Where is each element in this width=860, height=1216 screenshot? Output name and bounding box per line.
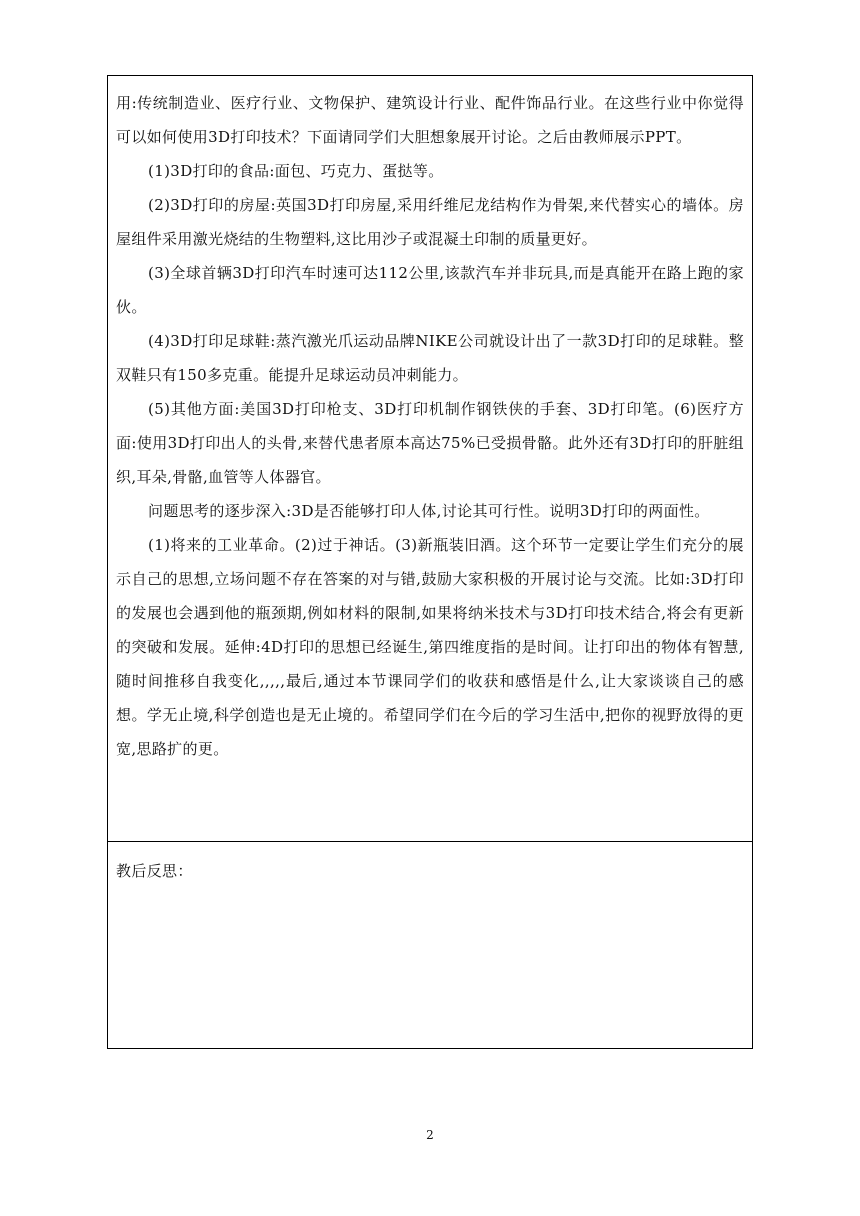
- lesson-content-cell: [108, 76, 752, 842]
- paragraph-food: (1)3D打印的食品:面包、巧克力、蛋挞等。: [148, 162, 444, 180]
- paragraph-question: 问题思考的逐步深入:3D是否能够打印人体,讨论其可行性。说明3D打印的两面性。: [148, 502, 710, 520]
- paragraph-house: (2)3D打印的房屋:英国3D打印房屋,采用纤维尼龙结构作为骨架,来代替实心的墙体。房屋组件采用激光烧结的生物塑料,这比用沙子或混凝土印制的质量更好。: [116, 196, 744, 248]
- paragraph-car: (3)全球首辆3D打印汽车时速可达112公里,该款汽车并非玩具,而是真能开在路上跑的家伙。: [116, 264, 744, 316]
- paragraph-discussion: (1)将来的工业革命。(2)过于神话。(3)新瓶装旧酒。这个环节一定要让学生们充分的展示自己的思想,立场问题不存在答案的对与错,鼓励大家积极的开展讨论与交流。比如:3D打印的发展也会遇到他的瓶颈期,例如材料的限制,如果将纳米技术与3D打印技术结合,将会有更新的突破和发展。延伸:4D打印的思想已经诞生,第四维度指的是时间。让打印出的物体有智慧,随时间推移自我变化,,,,,最后,通过本节课同学们的收获和感悟是什么,让大家谈谈自己的感想。学无止境,科学创造也是无止境的。希望同学们在今后的学习生活中,把你的视野放得的更宽,思路扩的更。: [116, 536, 744, 758]
- paragraph-intro: 用:传统制造业、医疗行业、文物保护、建筑设计行业、配件饰品行业。在这些行业中你觉得可以如何使用3D打印技术？下面请同学们大胆想象展开讨论。之后由教师展示PPT。: [116, 94, 744, 146]
- reflection-cell: [108, 842, 752, 1048]
- paragraph-other: (5)其他方面:美国3D打印枪支、3D打印机制作钢铁侠的手套、3D打印笔。(6)医疗方面:使用3D打印出人的头骨,来替代患者原本高达75%已受损骨骼。此外还有3D打印的肝脏组织,耳朵,骨骼,血管等人体器官。: [116, 400, 744, 486]
- page-number: 2: [426, 1128, 434, 1142]
- lesson-table: [107, 75, 753, 1049]
- paragraph-shoes: (4)3D打印足球鞋:蒸汽激光爪运动品牌NIKE公司就设计出了一款3D打印的足球鞋。整双鞋只有150多克重。能提升足球运动员冲刺能力。: [116, 332, 744, 384]
- reflection-label: 教后反思：: [116, 862, 193, 880]
